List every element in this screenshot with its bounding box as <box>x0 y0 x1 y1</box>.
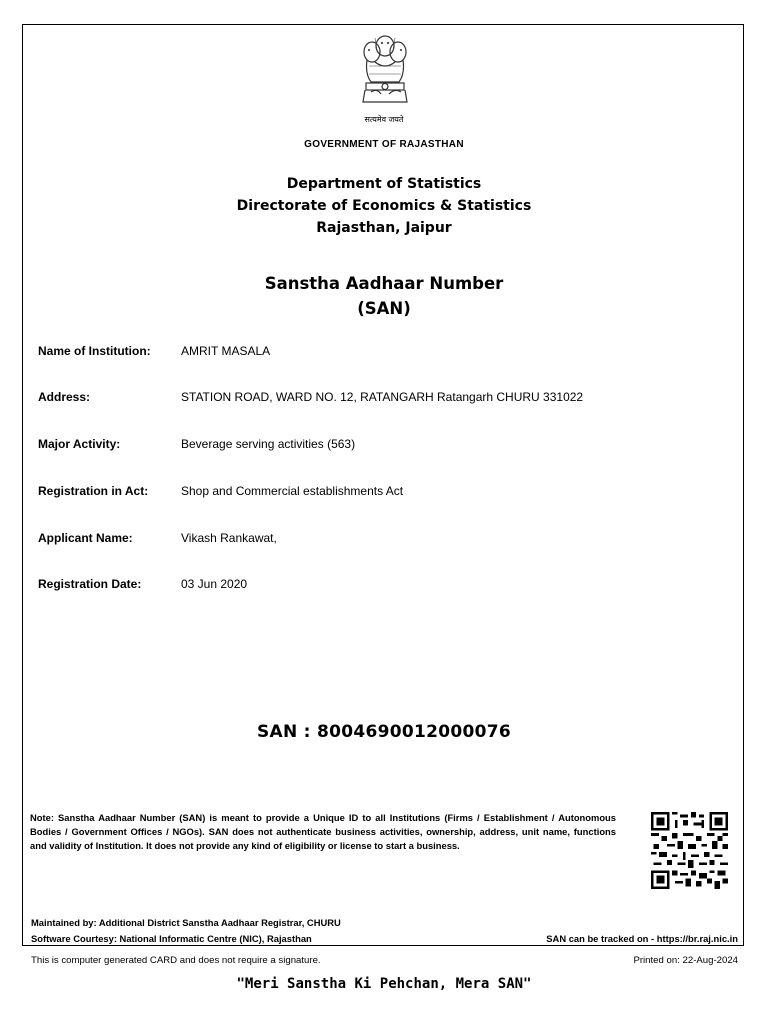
document-subtitle: (SAN) <box>357 299 411 318</box>
tracking-info: SAN can be tracked on - https://br.raj.nic.in <box>546 933 738 944</box>
document-title: Sanstha Aadhaar Number <box>264 274 504 293</box>
san-number: SAN : 8004690012000076 <box>256 722 512 742</box>
disclaimer-note: Note: Sanstha Aadhaar Number (SAN) is meant to provide a Unique ID to all Institutions (Firms / Establishment / Autonomous Bodies / Government Offices / NGOs). SAN does not authenticate business activities, ownership, address, unit name, functions and validity of Institution. It does not provide any kind of eligibility or license to start a business. <box>30 812 616 851</box>
address-label: Address: <box>38 390 91 404</box>
applicant-name-value: Vikash Rankawat, <box>181 531 277 545</box>
department-line-2: Directorate of Economics & Statistics <box>236 198 532 214</box>
signature-disclaimer: This is computer generated CARD and does not require a signature. <box>31 955 321 966</box>
institution-name-label: Name of Institution: <box>38 344 151 358</box>
applicant-name-label: Applicant Name: <box>38 531 133 545</box>
printed-date: Printed on: 22-Aug-2024 <box>633 955 738 966</box>
government-heading: GOVERNMENT OF RAJASTHAN <box>304 139 464 150</box>
registration-act-label: Registration in Act: <box>38 484 149 498</box>
slogan: "Meri Sanstha Ki Pehchan, Mera SAN" <box>236 976 532 992</box>
emblem-motto: सत्यमेव जयते <box>364 115 404 124</box>
registration-date-label: Registration Date: <box>38 577 142 591</box>
address-value: STATION ROAD, WARD NO. 12, RATANGARH Ratangarh CHURU 331022 <box>181 390 584 404</box>
state-emblem-icon <box>357 30 413 122</box>
major-activity-label: Major Activity: <box>38 437 121 451</box>
institution-name-value: AMRIT MASALA <box>181 344 271 358</box>
registration-act-value: Shop and Commercial establishments Act <box>181 484 404 498</box>
qr-code-icon <box>651 812 728 889</box>
department-line-1: Department of Statistics <box>286 176 482 192</box>
major-activity-value: Beverage serving activities (563) <box>181 437 356 451</box>
software-courtesy: Software Courtesy: National Informatic Centre (NIC), Rajasthan <box>31 933 312 944</box>
registration-date-value: 03 Jun 2020 <box>181 577 248 591</box>
maintained-by: Maintained by: Additional District Sanstha Aadhaar Registrar, CHURU <box>31 917 341 928</box>
department-line-3: Rajasthan, Jaipur <box>316 220 452 236</box>
